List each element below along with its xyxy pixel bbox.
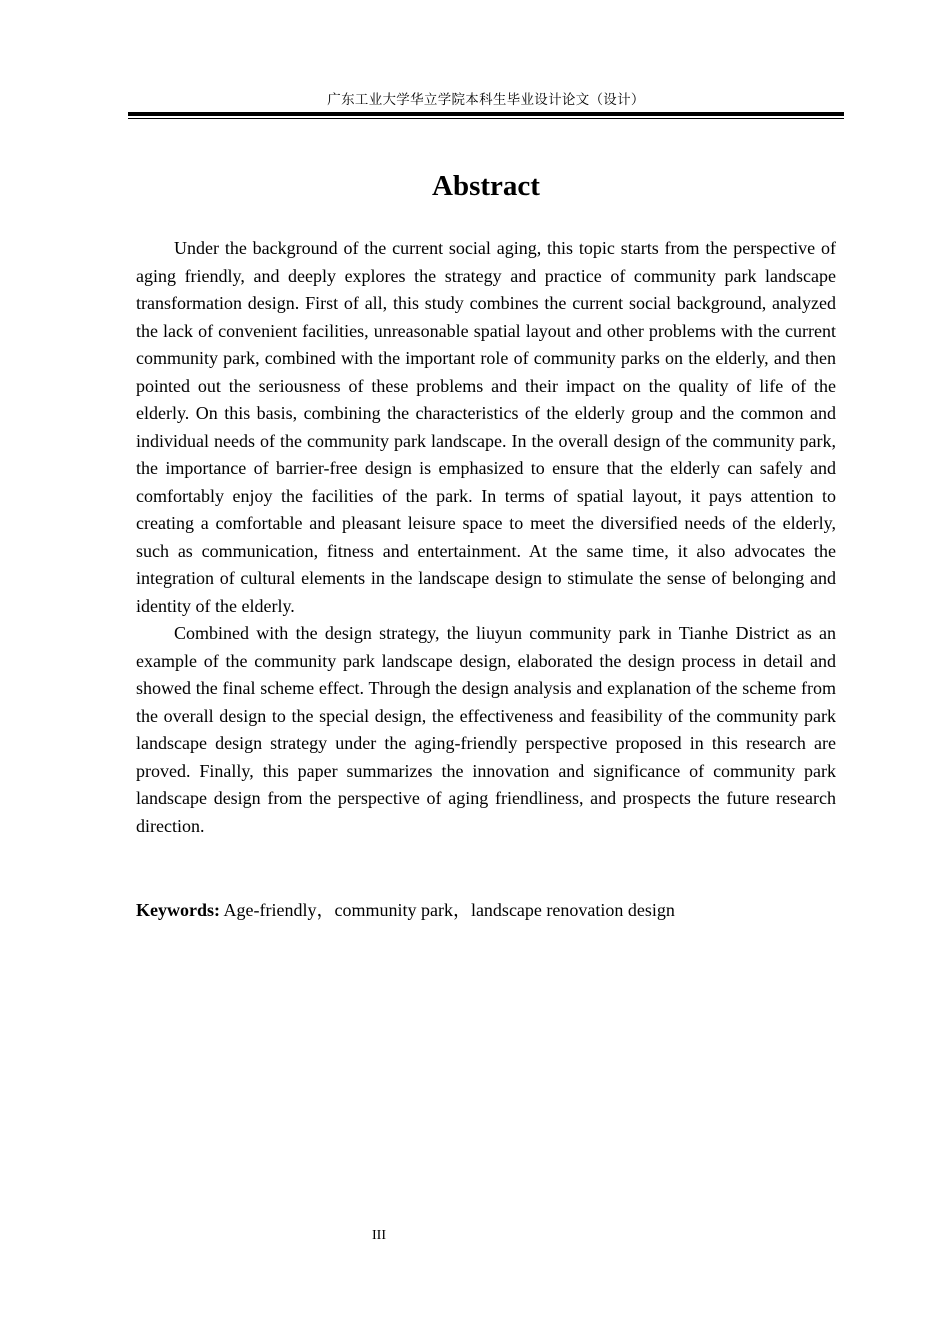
keywords-label: Keywords: (136, 900, 220, 920)
header-rule-thin (128, 118, 844, 119)
keywords-line (136, 897, 836, 925)
abstract-body (136, 235, 836, 840)
abstract-paragraph-2: Combined with the design strategy, the liuyun community park in Tianhe District as an example of the community park landscape design, elaborated the design process in detail and showed the final scheme effect. Through the design analysis and explanation of the scheme from the overall design to the special design, the effectiveness and feasibility of the community park landscape design strategy under the aging-friendly perspective proposed in this research are proved. Finally, this paper summarizes the innovation and significance of community park landscape design from the perspective of aging friendliness, and prospects the future research direction. (136, 623, 836, 836)
abstract-title: Abstract (432, 170, 540, 202)
keywords-text: Age-friendly，community park，landscape renovation design (220, 900, 675, 920)
page-number: III (372, 1228, 386, 1243)
header-rule-thick (128, 112, 844, 116)
running-header: 广东工业大学华立学院本科生毕业设计论文（设计） (327, 92, 645, 108)
abstract-paragraph-1: Under the background of the current social aging, this topic starts from the perspective of aging friendly, and deeply explores the strategy and practice of community park landscape transformation design. First of all, this study combines the current social background, analyzed the lack of convenient facilities, unreasonable spatial layout and other problems with the current community park, combined with the important role of community parks on the elderly, and then pointed out the seriousness of these problems and their impact on the quality of life of the elderly. On this basis, combining the characteristics of the elderly group and the common and individual needs of the community park landscape. In the overall design of the community park, the importance of barrier-free design is emphasized to ensure that the elderly can safely and comfortably enjoy the facilities of the park. In terms of spatial layout, it pays attention to creating a comfortable and pleasant leisure space to meet the diversified needs of the elderly, such as communication, fitness and entertainment. At the same time, it also advocates the integration of cultural elements in the landscape design to stimulate the sense of belonging and identity of the elderly. (136, 238, 836, 616)
